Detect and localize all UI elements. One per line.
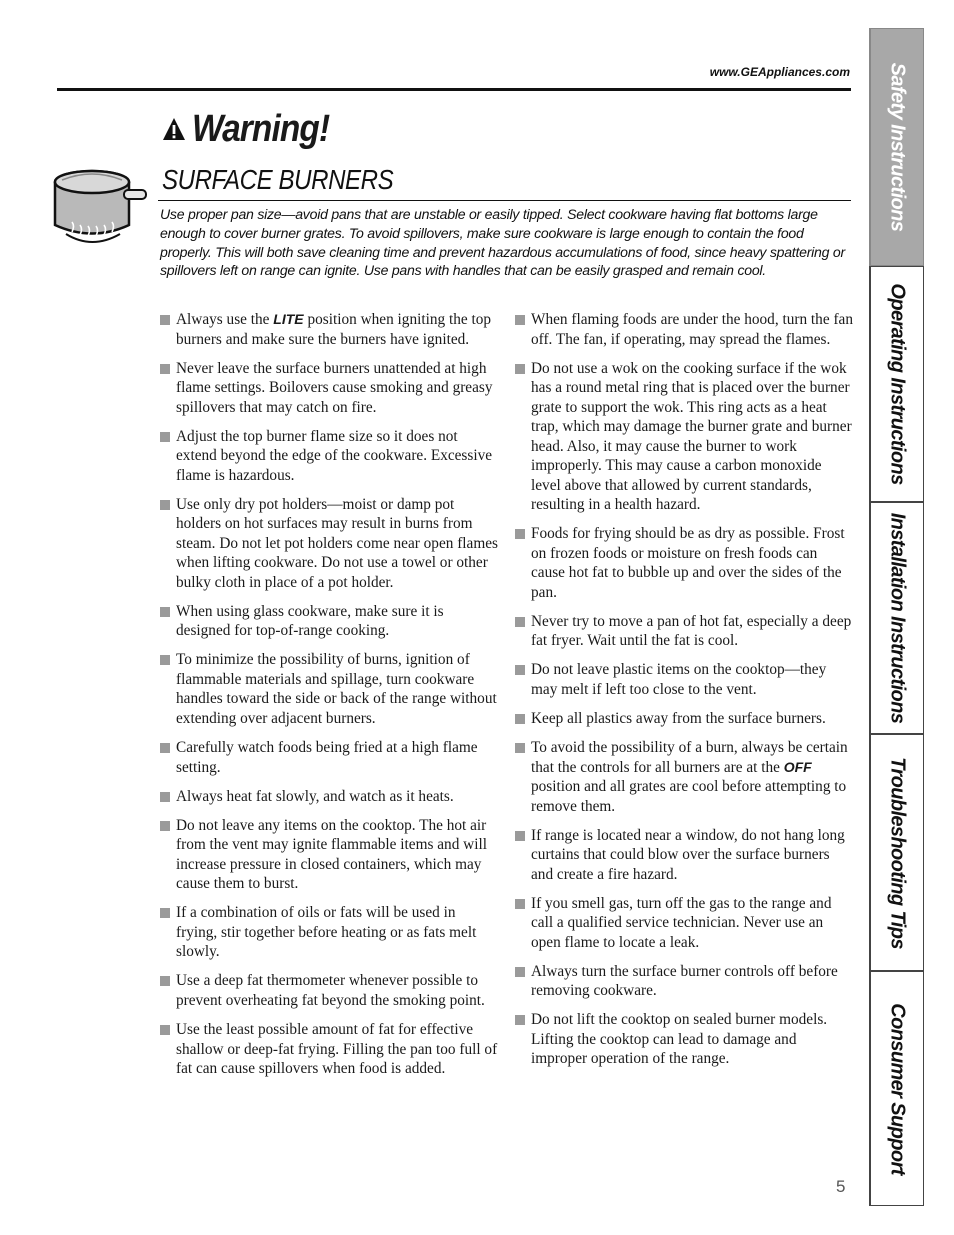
tab-troubleshooting-tips[interactable] xyxy=(869,734,924,971)
bullet-item xyxy=(160,310,500,349)
bullet-text: If you smell gas, turn off the gas to the range and call a qualified service technician. Never use an open flame to locate a leak. xyxy=(531,894,832,951)
bullet-text: Never try to move a pan of hot fat, especially a deep fat fryer. Wait until the fat is cool. xyxy=(531,612,852,650)
tab-installation-instructions[interactable] xyxy=(869,502,924,734)
bullet-item xyxy=(515,894,855,953)
bullet-square-icon xyxy=(515,617,525,627)
bullet-square-icon xyxy=(160,792,170,802)
bullet-item xyxy=(160,602,500,641)
right-column xyxy=(515,310,855,1079)
page-number: 5 xyxy=(836,1177,846,1196)
header-rule xyxy=(57,88,851,91)
bullet-square-icon xyxy=(160,908,170,918)
bullet-square-icon xyxy=(160,821,170,831)
tab-label: Operating Instructions xyxy=(886,283,909,485)
bullet-square-icon xyxy=(160,315,170,325)
tab-consumer-support[interactable] xyxy=(869,971,924,1206)
bullet-item xyxy=(160,495,500,593)
bullet-square-icon xyxy=(160,432,170,442)
bullet-text: Foods for frying should be as dry as possible. Frost on frozen foods or moisture on fresh foods can cause hot fat to bubble up and over the sides of the pan. xyxy=(531,525,845,601)
tab-label: Consumer Support xyxy=(886,1002,909,1175)
bullet-item xyxy=(515,660,855,699)
bullet-text: Do not lift the cooktop on sealed burner models. Lifting the cooktop can lead to damage and improper operation of the range. xyxy=(531,1011,828,1068)
bullet-text: To minimize the possibility of burns, ignition of flammable materials and spillage, turn cookware handles toward the side or back of the range without extending over adjacent burners. xyxy=(176,651,497,727)
bullet-item xyxy=(160,359,500,418)
section-rule xyxy=(158,200,851,201)
bullet-square-icon xyxy=(515,743,525,753)
bullet-square-icon xyxy=(515,529,525,539)
bullet-text: Adjust the top burner flame size so it does not extend beyond the edge of the cookware. Excessive flame is hazardous. xyxy=(176,427,493,484)
bullet-text: Use only dry pot holders—moist or damp pot holders on hot surfaces may result in burns from steam. Do not let pot holders come near open flames when lifting cookware. Do not use a towel or other bulky cloth in place of a pot holder. xyxy=(176,495,498,591)
tab-label: Safety Instructions xyxy=(886,62,909,232)
bullet-item xyxy=(515,709,855,729)
bullet-text: When using glass cookware, make sure it is designed for top-of-range cooking. xyxy=(176,602,444,640)
bullet-text: Carefully watch foods being fried at a high flame setting. xyxy=(176,739,478,776)
section-tabs xyxy=(869,28,926,1206)
bullet-text: Keep all plastics away from the surface burners. xyxy=(531,709,826,727)
bullet-text: Do not leave plastic items on the cooktop—they may melt if left too close to the vent. xyxy=(531,661,827,698)
bullet-text: If a combination of oils or fats will be used in frying, stir together before heating or as fats melt slowly. xyxy=(176,904,477,961)
tab-safety-instructions[interactable] xyxy=(869,28,924,266)
warning-heading xyxy=(162,106,348,152)
tab-operating-instructions[interactable] xyxy=(869,266,924,502)
bullet-item xyxy=(515,612,855,651)
tab-label: Installation Instructions xyxy=(886,512,909,724)
cooking-pot-icon xyxy=(52,160,148,250)
bullet-square-icon xyxy=(160,655,170,665)
bullet-text: If range is located near a window, do not hang long curtains that could blow over the surface burners and create a fire hazard. xyxy=(531,826,845,883)
bullet-text: Always use the xyxy=(176,311,274,328)
bullet-square-icon xyxy=(160,364,170,374)
bullet-text: Do not leave any items on the cooktop. The hot air from the vent may ignite flammable items and will increase pressure in closed containers, which may cause them to burst. xyxy=(176,816,487,893)
bullet-square-icon xyxy=(160,976,170,986)
bullet-item xyxy=(160,971,500,1010)
bullet-item xyxy=(160,1020,500,1079)
warning-title: Warning! xyxy=(192,107,330,150)
bullet-text: Do not use a wok on the cooking surface if the wok has a round metal ring that is placed over the burner grate to support the wok. This ring acts as a heat trap, which may damage the burner grate and burner head. Also, it may cause the burner to work improperly. This may cause a carbon monoxide level above that allowed by current standards, resulting in a health hazard. xyxy=(531,359,852,514)
control-keyword: LITE xyxy=(273,311,304,327)
bullet-text: position when igniting the top burners and make sure the burners have ignited. xyxy=(176,311,492,348)
bullet-item xyxy=(160,787,500,807)
bullet-text: To avoid the possibility of a burn, always be certain that the controls for all burners are at the xyxy=(531,739,848,776)
bullet-item xyxy=(515,524,855,602)
bullet-square-icon xyxy=(515,967,525,977)
bullet-item xyxy=(160,738,500,777)
bullet-square-icon xyxy=(515,714,525,724)
warning-triangle-icon xyxy=(162,117,186,141)
bullet-square-icon xyxy=(515,831,525,841)
website-url: www.GEAppliances.com xyxy=(709,65,850,79)
bullet-text: position and all grates are cool before attempting to remove them. xyxy=(531,778,847,815)
bullet-square-icon xyxy=(515,1015,525,1025)
bullet-square-icon xyxy=(515,665,525,675)
bullet-item xyxy=(515,962,855,1001)
bullet-square-icon xyxy=(160,607,170,617)
section-title: SURFACE BURNERS xyxy=(162,164,394,195)
intro-paragraph: Use proper pan size—avoid pans that are unstable or easily tipped. Select cookware having flat bottoms large enough to cover burner grates. To avoid spillovers, make sure cookware is large enough to contain the food properly. This will both save cleaning time and prevent hazardous accumulations of food, since heavy spattering or spillovers left on range can ignite. Use pans with handles that can be easily grasped and remain cool. xyxy=(160,206,845,279)
bullet-text: Use a deep fat thermometer whenever possible to prevent overheating fat beyond the smoking point. xyxy=(176,972,485,1009)
bullet-text: When flaming foods are under the hood, turn the fan off. The fan, if operating, may spread the flames. xyxy=(531,311,853,348)
bullet-item xyxy=(160,816,500,894)
bullet-item xyxy=(515,1010,855,1069)
bullet-square-icon xyxy=(515,315,525,325)
bullet-item xyxy=(160,650,500,728)
bullet-square-icon xyxy=(515,364,525,374)
bullet-item xyxy=(515,738,855,816)
left-column xyxy=(160,310,500,1088)
bullet-item xyxy=(515,826,855,885)
bullet-text: Always turn the surface burner controls off before removing cookware. xyxy=(531,962,838,1000)
bullet-square-icon xyxy=(160,743,170,753)
bullet-text: Never leave the surface burners unattended at high flame settings. Boilovers cause smoking and greasy spillovers that may catch on fire. xyxy=(176,359,493,416)
bullet-text: Always heat fat slowly, and watch as it heats. xyxy=(176,787,454,805)
bullet-square-icon xyxy=(160,1025,170,1035)
bullet-item xyxy=(160,903,500,962)
bullet-item xyxy=(515,359,855,515)
bullet-square-icon xyxy=(160,500,170,510)
tab-label: Troubleshooting Tips xyxy=(886,756,909,949)
bullet-square-icon xyxy=(515,899,525,909)
bullet-item xyxy=(515,310,855,349)
bullet-text: Use the least possible amount of fat for effective shallow or deep-fat frying. Filling the pan too full of fat can cause spillovers when food is added. xyxy=(176,1021,498,1078)
control-keyword: OFF xyxy=(783,758,812,775)
bullet-item xyxy=(160,427,500,486)
